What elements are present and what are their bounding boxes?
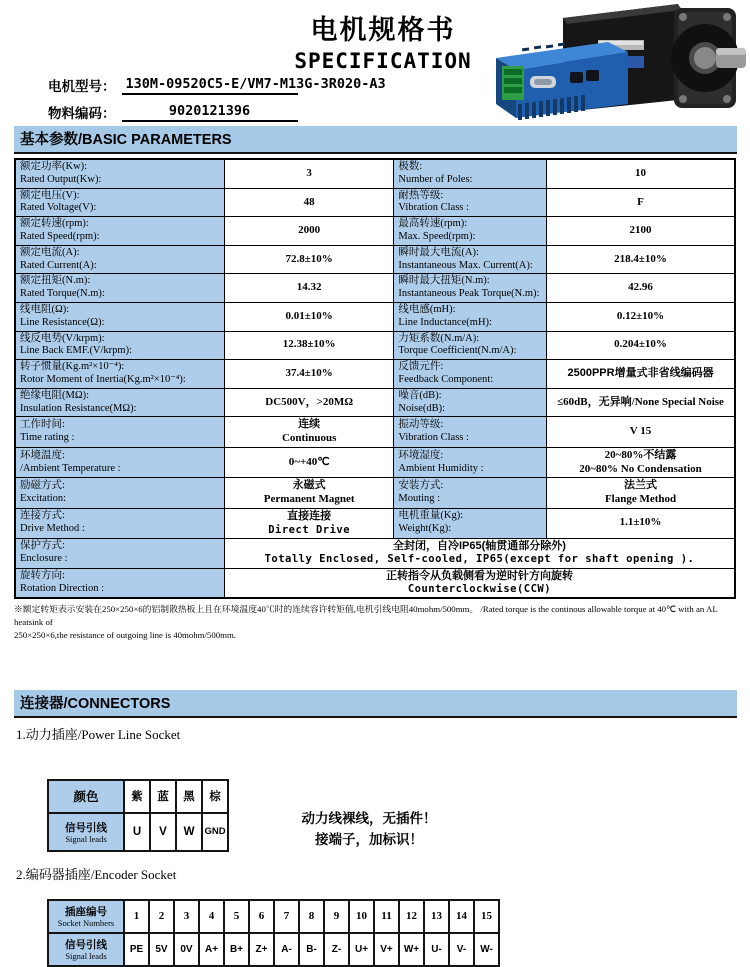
power-signal-cell: W: [176, 813, 202, 851]
spec-value-line: Flange Method: [604, 493, 677, 506]
spec-value-line: 42.96: [628, 281, 653, 294]
spec-label-en: Mouting :: [398, 493, 441, 505]
spec-value-cell: [224, 568, 735, 598]
spec-label-en: Insulation Resistance(MΩ):: [20, 402, 137, 414]
spec-value-line: Continuous: [281, 432, 337, 445]
spec-label-cell: [15, 331, 224, 360]
motor-model-value: 130M-09520C5-E/VM7-M13G-3R020-A3: [122, 76, 298, 95]
socket-number-cell: 5: [224, 900, 249, 933]
spec-value-line: 14.32: [296, 281, 322, 294]
spec-value-cell: [224, 188, 393, 217]
socket-numbers-label-cn: 插座编号: [65, 906, 107, 919]
spec-label-en: Rated Torque(N.m):: [20, 288, 105, 300]
color-cell: 蓝: [150, 780, 176, 813]
footnote-line-1: ※额定转矩表示安装在250×250×6的铝制散热板上且在环境温度40℃时的连续容许转矩值,电机引线电阻40mohm/500mm。 /Rated torque is the continous allowable torque at 40℃ with an AL heatsink of: [14, 604, 718, 628]
spec-row: [15, 538, 735, 568]
spec-label-en: Weight(Kg):: [398, 523, 452, 535]
spec-label-cell: [15, 388, 224, 417]
socket-number-cell: 6: [249, 900, 274, 933]
spec-label-cell: [15, 217, 224, 246]
spec-value-cell: [547, 388, 735, 417]
encoder-signal-cell: V-: [449, 933, 474, 966]
socket-number-cell: 11: [374, 900, 399, 933]
spec-label-cn: 极数:: [398, 161, 423, 172]
spec-label-cn: 电机重量(Kg):: [398, 510, 464, 522]
encoder-signal-cell: A-: [274, 933, 299, 966]
encoder-signal-cell: 5V: [149, 933, 174, 966]
spec-label-en: Drive Method :: [20, 523, 85, 535]
spec-label-cn: 连接方式:: [20, 510, 65, 522]
page-title: 电机规格书: [310, 15, 456, 45]
encoder-signal-row: [48, 933, 499, 966]
spec-value-cell: [547, 331, 735, 360]
spec-label-cell: [15, 447, 224, 478]
spec-value-cell: [224, 302, 393, 331]
power-color-row: [48, 780, 228, 813]
spec-value-cell: [224, 245, 393, 274]
power-wiring-note-line-2: 接端子，加标识！: [315, 831, 423, 847]
spec-label-en: Number of Poles:: [398, 173, 473, 185]
spec-value-line: 1.1±10%: [619, 516, 662, 529]
signal-leads-header-cell: [48, 813, 124, 851]
spec-value-line: 全封闭，自冷IP65(轴贯通部分除外): [392, 539, 566, 552]
spec-label-cn: 噪音(dB):: [398, 389, 442, 401]
spec-value-cell: [224, 274, 393, 303]
spec-value-cell: [547, 417, 735, 448]
spec-row: [15, 360, 735, 389]
spec-value-line: V 15: [629, 425, 652, 438]
spec-value-cell: [224, 447, 393, 478]
socket-number-cell: 1: [124, 900, 149, 933]
spec-value-line: 20~80% No Condensation: [579, 462, 702, 475]
section-header-basic-parameters: 基本参数/BASIC PARAMETERS: [14, 126, 737, 154]
spec-label-en: Line Back EMF.(V/krpm):: [20, 345, 133, 357]
socket-number-cell: 2: [149, 900, 174, 933]
spec-value-line: 0.204±10%: [614, 338, 667, 351]
color-header-cell: [48, 780, 124, 813]
spec-value-line: 72.8±10%: [285, 252, 333, 265]
power-wiring-note: [279, 809, 459, 851]
spec-row: [15, 568, 735, 598]
material-code-row: [48, 101, 298, 122]
spec-label-en: Excitation:: [20, 493, 67, 505]
encoder-signal-cell: Z+: [249, 933, 274, 966]
spec-value-cell: [547, 159, 735, 188]
color-cell: 黑: [176, 780, 202, 813]
encoder-signal-leads-header-cell: [48, 933, 124, 966]
socket-number-cell: 4: [199, 900, 224, 933]
footnote: [14, 603, 736, 641]
footnote-line-2: 250×250×6,the resistance of outgoing line is 40mohm/500mm.: [14, 629, 237, 640]
power-socket-heading: 1.动力插座/Power Line Socket: [16, 726, 181, 742]
spec-value-cell: [224, 478, 393, 509]
material-code-value: 9020121396: [122, 103, 298, 122]
encoder-signal-cell: Z-: [324, 933, 349, 966]
motor-model-row: [48, 74, 386, 95]
spec-label-cell: [394, 447, 547, 478]
spec-value-line: 37.4±10%: [285, 367, 333, 380]
spec-label-cn: 瞬时最大扭矩(N.m):: [398, 275, 490, 287]
power-wiring-note-line-1: 动力线裸线，无插件！: [301, 810, 437, 826]
encoder-signal-cell: W-: [474, 933, 499, 966]
spec-value-line: Totally Enclosed, Self-cooled, IP65(except for shaft opening ).: [264, 553, 695, 566]
spec-label-cn: 励磁方式:: [20, 480, 65, 492]
spec-row: [15, 417, 735, 448]
encoder-signal-cell: B+: [224, 933, 249, 966]
spec-value-line: 0~+40℃: [288, 455, 330, 468]
spec-label-cell: [15, 188, 224, 217]
spec-value-cell: [547, 245, 735, 274]
spec-label-cell: [394, 302, 547, 331]
spec-label-cell: [394, 478, 547, 509]
content: [14, 126, 737, 967]
power-signal-cell: U: [124, 813, 150, 851]
spec-value-line: 正转指令从负载侧看为逆时针方向旋转: [385, 569, 573, 582]
spec-label-cn: 额定功率(Kw):: [20, 161, 88, 172]
spec-label-cell: [15, 538, 224, 568]
spec-label-cn: 环境湿度:: [398, 449, 444, 461]
spec-value-cell: [547, 447, 735, 478]
spec-label-cell: [15, 302, 224, 331]
spec-label-cell: [394, 217, 547, 246]
spec-label-cn: 瞬时最大电流(A):: [398, 246, 479, 258]
spec-row: [15, 478, 735, 509]
spec-label-cell: [394, 159, 547, 188]
spec-label-cn: 安装方式:: [398, 480, 444, 492]
spec-label-cell: [15, 417, 224, 448]
spec-row: [15, 331, 735, 360]
socket-number-cell: 9: [324, 900, 349, 933]
spec-value-line: 直接连接: [287, 509, 332, 522]
socket-numbers-header-cell: [48, 900, 124, 933]
spec-label-en: Max. Speed(rpm):: [398, 230, 476, 242]
spec-label-cell: [15, 508, 224, 538]
spec-label-en: Torque Coefficient(N.m/A):: [398, 345, 517, 357]
spec-label-en: Vibration Class :: [398, 432, 469, 444]
spec-label-cn: 线反电势(V/krpm):: [20, 332, 105, 344]
signal-leads-label-en: Signal leads: [65, 833, 107, 844]
spec-label-cell: [15, 159, 224, 188]
spec-table: [14, 158, 736, 599]
spec-value-line: ≤60dB，无异响/None Special Noise: [557, 395, 724, 408]
spec-label-cn: 额定扭矩(N.m):: [20, 275, 91, 287]
spec-row: [15, 274, 735, 303]
spec-value-line: Permanent Magnet: [263, 493, 355, 506]
encoder-socket-heading: 2.编码器插座/Encoder Socket: [16, 866, 177, 882]
spec-value-cell: [224, 331, 393, 360]
spec-label-en: Enclosure :: [20, 553, 68, 565]
spec-value-cell: [224, 538, 735, 568]
spec-row: [15, 302, 735, 331]
spec-value-line: 3: [306, 166, 312, 179]
spec-label-cn: 线电感(mH):: [398, 303, 456, 315]
spec-label-en: Noise(dB):: [398, 402, 446, 414]
encoder-signal-cell: 0V: [174, 933, 199, 966]
spec-label-cell: [394, 388, 547, 417]
socket-number-cell: 13: [424, 900, 449, 933]
spec-label-en: /Ambient Temperature :: [20, 462, 121, 474]
socket-number-cell: 10: [349, 900, 374, 933]
power-socket-section: [14, 779, 737, 852]
power-signal-cell: GND: [202, 813, 228, 851]
spec-label-en: Rotor Moment of Inertia(Kg.m²×10⁻⁴):: [20, 373, 186, 385]
spec-row: [15, 508, 735, 538]
motor-model-label: 电机型号：: [48, 79, 116, 94]
spec-value-cell: [547, 360, 735, 389]
power-socket-table: [47, 779, 229, 852]
spec-label-en: Rated Current(A):: [20, 259, 97, 271]
socket-number-cell: 7: [274, 900, 299, 933]
color-cell: 紫: [124, 780, 150, 813]
spec-label-en: Time rating :: [20, 432, 75, 444]
spec-label-cn: 额定电流(A):: [20, 246, 80, 258]
encoder-signal-cell: B-: [299, 933, 324, 966]
spec-label-cn: 耐热等级:: [398, 189, 444, 201]
spec-value-line: 10: [635, 166, 647, 179]
spec-label-cell: [394, 331, 547, 360]
spec-value-cell: [224, 217, 393, 246]
product-photo: [478, 0, 750, 125]
spec-label-en: Vibration Class :: [398, 202, 469, 214]
spec-value-cell: [547, 274, 735, 303]
spec-label-en: Feedback Component:: [398, 373, 494, 385]
identification-block: [48, 74, 386, 128]
page-subtitle: SPECIFICATION: [294, 49, 472, 73]
spec-row: [15, 245, 735, 274]
spec-value-line: F: [637, 195, 644, 208]
spec-value-cell: [547, 508, 735, 538]
spec-row: [15, 188, 735, 217]
spec-row: [15, 447, 735, 478]
encoder-signal-cell: U+: [349, 933, 374, 966]
spec-label-cn: 保护方式:: [20, 540, 65, 552]
spec-label-en: Rotation Direction :: [20, 583, 104, 595]
spec-value-cell: [224, 360, 393, 389]
spec-label-cell: [394, 417, 547, 448]
spec-value-cell: [547, 217, 735, 246]
spec-row: [15, 159, 735, 188]
socket-number-cell: 3: [174, 900, 199, 933]
spec-value-cell: [224, 508, 393, 538]
spec-label-cell: [394, 188, 547, 217]
spec-label-cell: [394, 508, 547, 538]
encoder-socket-table: [47, 899, 500, 967]
spec-label-cn: 转子惯量(Kg.m²×10⁻⁴):: [20, 361, 125, 373]
spec-label-cell: [394, 245, 547, 274]
spec-label-cn: 绝缘电阻(MΩ):: [20, 389, 90, 401]
spec-value-line: 218.4±10%: [614, 252, 667, 265]
spec-label-en: Line Resistance(Ω):: [20, 316, 105, 328]
spec-label-en: Rated Voltage(V):: [20, 202, 97, 214]
spec-value-cell: [224, 417, 393, 448]
spec-label-cell: [15, 568, 224, 598]
material-code-label: 物料编码：: [48, 106, 116, 121]
socket-number-cell: 12: [399, 900, 424, 933]
spec-value-line: 12.38±10%: [282, 338, 336, 351]
socket-numbers-label-en: Socket Numbers: [57, 918, 115, 929]
spec-label-cn: 反馈元件:: [398, 361, 444, 373]
spec-value-line: 48: [303, 195, 315, 208]
encoder-signal-cell: W+: [399, 933, 424, 966]
spec-label-en: Rated Speed(rpm):: [20, 230, 100, 242]
socket-number-cell: 15: [474, 900, 499, 933]
servo-driver-illustration: [496, 42, 628, 120]
spec-value-cell: [547, 302, 735, 331]
encoder-signal-cell: A+: [199, 933, 224, 966]
spec-label-cell: [15, 245, 224, 274]
spec-row: [15, 217, 735, 246]
socket-number-cell: 14: [449, 900, 474, 933]
spec-label-cell: [394, 360, 547, 389]
spec-value-line: 连续: [298, 418, 321, 431]
encoder-signal-cell: U-: [424, 933, 449, 966]
spec-label-cn: 旋转方向:: [20, 570, 65, 582]
spec-value-line: Counterclockwise(CCW): [407, 583, 552, 596]
spec-value-line: 2100: [629, 224, 652, 237]
spec-label-cell: [15, 478, 224, 509]
spec-label-cell: [394, 274, 547, 303]
power-signal-row: [48, 813, 228, 851]
color-cell: 棕: [202, 780, 228, 813]
header: [0, 0, 750, 126]
spec-value-line: 2500PPR增量式非省线编码器: [567, 367, 714, 380]
spec-value-cell: [547, 478, 735, 509]
spec-label-cn: 线电阻(Ω):: [20, 303, 70, 315]
encoder-signal-cell: PE: [124, 933, 149, 966]
encoder-signal-leads-label-en: Signal leads: [65, 951, 107, 962]
spec-value-line: 0.01±10%: [285, 309, 333, 322]
spec-label-en: Rated Output(Kw):: [20, 173, 102, 185]
socket-number-cell: 8: [299, 900, 324, 933]
spec-label-cell: [15, 274, 224, 303]
spec-value-cell: [547, 188, 735, 217]
spec-value-line: 法兰式: [624, 479, 658, 492]
spec-label-cn: 振动等级:: [398, 419, 444, 431]
spec-value-line: 20~80%不结露: [604, 448, 677, 461]
spec-label-cn: 最高转速(rpm):: [398, 218, 468, 230]
encoder-number-row: [48, 900, 499, 933]
spec-label-en: Instantaneous Peak Torque(N.m):: [398, 288, 540, 300]
spec-value-line: Direct Drive: [268, 523, 351, 536]
spec-value-cell: [224, 159, 393, 188]
spec-value-line: DC500V，>20MΩ: [265, 395, 354, 408]
spec-label-cn: 工作时间:: [20, 419, 65, 431]
spec-label-cn: 环境温度:: [20, 449, 65, 461]
spec-label-cn: 额定转速(rpm):: [20, 218, 89, 230]
spec-label-cn: 力矩系数(N.m/A):: [398, 332, 480, 344]
spec-value-line: 永磁式: [292, 479, 326, 492]
spec-label-en: Instantaneous Max. Current(A):: [398, 259, 533, 271]
signal-leads-label-cn: 信号引线: [65, 821, 107, 834]
encoder-signal-cell: V+: [374, 933, 399, 966]
encoder-signal-leads-label-cn: 信号引线: [65, 939, 107, 952]
spec-value-line: 0.12±10%: [616, 309, 665, 322]
color-header-label: 颜色: [73, 790, 99, 805]
spec-label-cell: [15, 360, 224, 389]
spec-label-en: Line Inductance(mH):: [398, 316, 492, 328]
spec-value-line: 2000: [298, 224, 321, 237]
power-signal-cell: V: [150, 813, 176, 851]
spec-label-cn: 额定电压(V):: [20, 189, 80, 201]
spec-label-en: Ambient Humidity :: [398, 462, 484, 474]
spec-value-cell: [224, 388, 393, 417]
spec-row: [15, 388, 735, 417]
section-header-connectors: 连接器/CONNECTORS: [14, 690, 737, 718]
